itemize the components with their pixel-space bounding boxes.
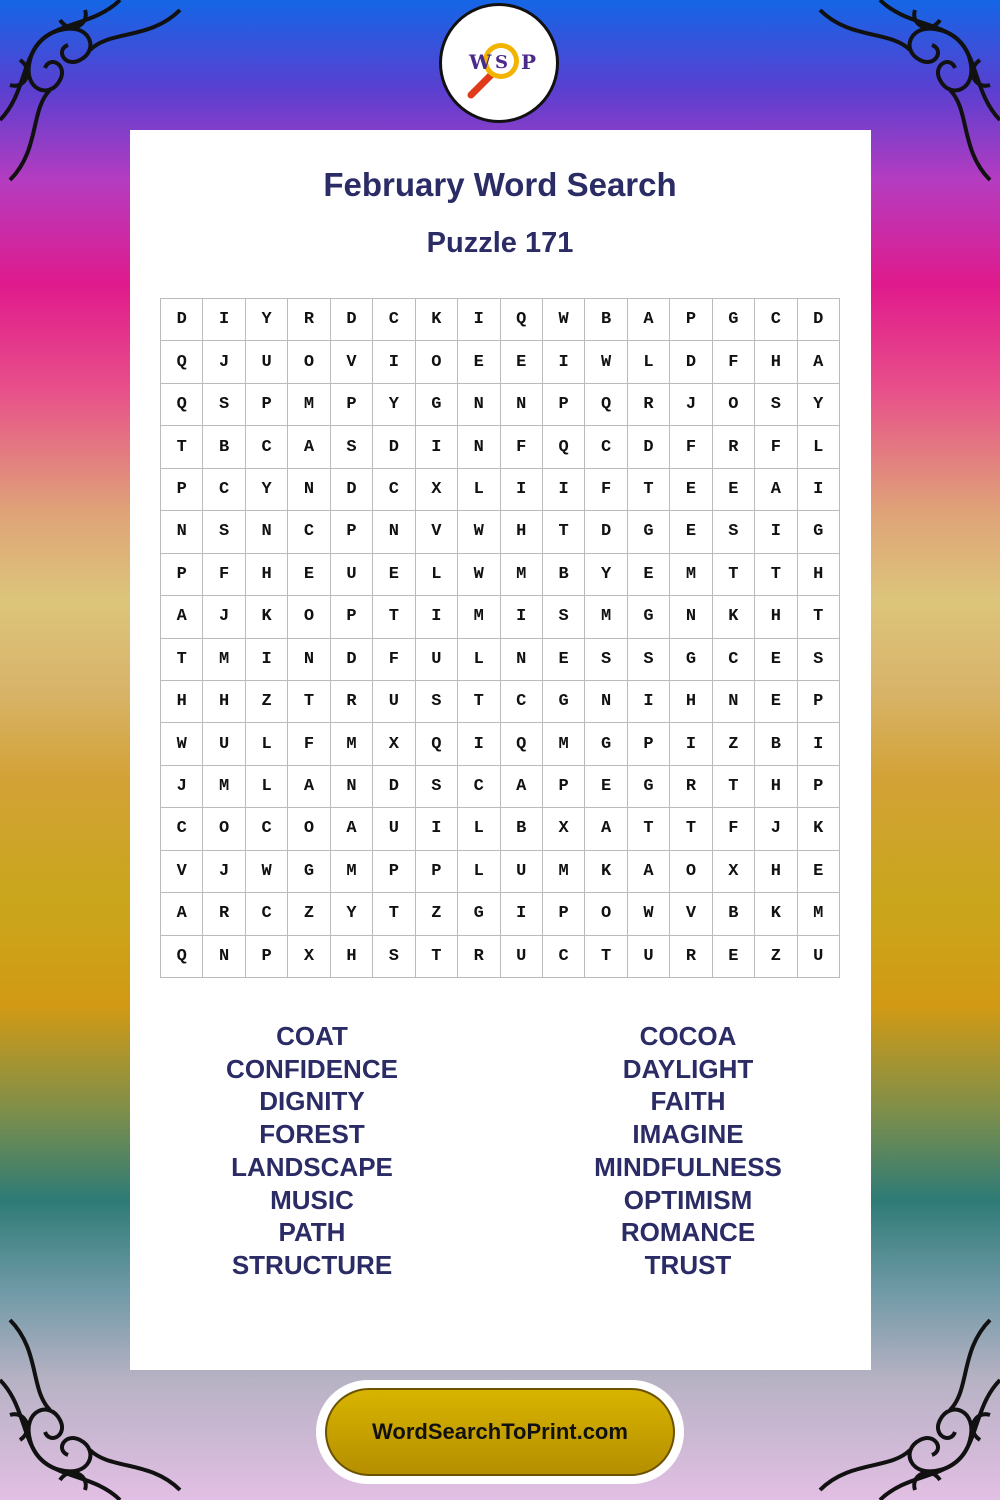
grid-cell[interactable]: N <box>288 469 330 511</box>
grid-cell[interactable]: H <box>161 681 203 723</box>
grid-cell[interactable]: I <box>458 299 500 341</box>
grid-cell[interactable]: S <box>416 681 458 723</box>
grid-cell[interactable]: N <box>161 511 203 553</box>
grid-cell[interactable]: E <box>713 469 755 511</box>
grid-cell[interactable]: I <box>755 511 797 553</box>
word-item: MINDFULNESS <box>594 1151 782 1182</box>
grid-cell[interactable]: S <box>543 596 585 638</box>
grid-cell[interactable]: G <box>670 639 712 681</box>
grid-cell[interactable]: M <box>288 384 330 426</box>
magnifier-logo-icon <box>449 13 549 113</box>
grid-cell[interactable]: K <box>755 893 797 935</box>
grid-cell[interactable]: M <box>331 851 373 893</box>
grid-cell[interactable]: W <box>628 893 670 935</box>
grid-cell[interactable]: F <box>713 808 755 850</box>
grid-cell[interactable]: J <box>203 851 245 893</box>
grid-cell[interactable]: E <box>458 341 500 383</box>
grid-cell[interactable]: I <box>798 469 840 511</box>
grid-cell[interactable]: K <box>416 299 458 341</box>
grid-cell[interactable]: Y <box>246 299 288 341</box>
grid-cell[interactable]: C <box>246 426 288 468</box>
grid-cell[interactable]: N <box>501 384 543 426</box>
grid-cell[interactable]: T <box>628 808 670 850</box>
word-item: OPTIMISM <box>623 1184 753 1215</box>
grid-cell[interactable]: C <box>246 808 288 850</box>
grid-cell[interactable]: L <box>458 808 500 850</box>
grid-cell[interactable]: T <box>288 681 330 723</box>
grid-cell[interactable]: L <box>246 723 288 765</box>
grid-cell[interactable]: Q <box>161 936 203 978</box>
grid-cell[interactable]: N <box>246 511 288 553</box>
grid-cell[interactable]: B <box>203 426 245 468</box>
grid-cell[interactable]: W <box>543 299 585 341</box>
grid-cell[interactable]: V <box>670 893 712 935</box>
grid-cell[interactable]: D <box>331 469 373 511</box>
grid-cell[interactable]: P <box>798 681 840 723</box>
grid-cell[interactable]: T <box>585 936 627 978</box>
grid-cell[interactable]: C <box>246 893 288 935</box>
grid-cell[interactable]: B <box>755 723 797 765</box>
grid-cell[interactable]: F <box>203 554 245 596</box>
grid-cell[interactable]: T <box>373 596 415 638</box>
grid-cell[interactable]: Z <box>713 723 755 765</box>
grid-cell[interactable]: E <box>501 341 543 383</box>
grid-cell[interactable]: T <box>670 808 712 850</box>
grid-cell[interactable]: S <box>798 639 840 681</box>
grid-cell[interactable]: P <box>246 936 288 978</box>
grid-cell[interactable]: T <box>373 893 415 935</box>
grid-cell[interactable]: I <box>628 681 670 723</box>
grid-cell[interactable]: D <box>161 299 203 341</box>
grid-cell[interactable]: O <box>713 384 755 426</box>
grid-cell[interactable]: I <box>501 893 543 935</box>
grid-cell[interactable]: P <box>331 384 373 426</box>
grid-cell[interactable]: L <box>798 426 840 468</box>
grid-cell[interactable]: P <box>543 384 585 426</box>
grid-cell[interactable]: N <box>585 681 627 723</box>
grid-cell[interactable]: T <box>628 469 670 511</box>
grid-cell[interactable]: I <box>543 341 585 383</box>
word-list-right <box>538 1020 838 1282</box>
grid-cell[interactable]: N <box>203 936 245 978</box>
grid-cell[interactable]: E <box>670 511 712 553</box>
grid-cell[interactable]: C <box>161 808 203 850</box>
grid-cell[interactable]: P <box>331 511 373 553</box>
grid-cell[interactable]: U <box>203 723 245 765</box>
grid-cell[interactable]: M <box>670 554 712 596</box>
word-item: CONFIDENCE <box>226 1053 398 1084</box>
grid-cell[interactable]: M <box>458 596 500 638</box>
grid-cell[interactable]: Z <box>288 893 330 935</box>
grid-cell[interactable]: P <box>373 851 415 893</box>
grid-cell[interactable]: W <box>458 554 500 596</box>
grid-cell[interactable]: G <box>288 851 330 893</box>
grid-cell[interactable]: X <box>543 808 585 850</box>
logo-letter-p: P <box>521 50 537 74</box>
grid-cell[interactable]: A <box>755 469 797 511</box>
grid-cell[interactable]: G <box>543 681 585 723</box>
grid-cell[interactable]: O <box>670 851 712 893</box>
grid-cell[interactable]: S <box>416 766 458 808</box>
grid-cell[interactable]: W <box>458 511 500 553</box>
grid-cell[interactable]: H <box>246 554 288 596</box>
grid-cell[interactable]: K <box>713 596 755 638</box>
grid-cell[interactable]: Y <box>246 469 288 511</box>
grid-cell[interactable]: D <box>670 341 712 383</box>
grid-cell[interactable]: G <box>713 299 755 341</box>
grid-cell[interactable]: S <box>755 384 797 426</box>
grid-cell[interactable]: M <box>203 639 245 681</box>
word-item: FAITH <box>650 1086 726 1117</box>
word-item: COCOA <box>639 1021 737 1051</box>
website-link[interactable]: WordSearchToPrint.com <box>325 1388 675 1476</box>
grid-cell[interactable]: Z <box>246 681 288 723</box>
grid-cell[interactable]: U <box>628 936 670 978</box>
grid-cell[interactable]: U <box>331 554 373 596</box>
grid-cell[interactable]: E <box>755 681 797 723</box>
grid-cell[interactable]: R <box>628 384 670 426</box>
grid-cell[interactable]: K <box>246 596 288 638</box>
grid-cell[interactable]: G <box>628 511 670 553</box>
grid-cell[interactable]: I <box>203 299 245 341</box>
grid-cell[interactable]: P <box>628 723 670 765</box>
word-item: COAT <box>276 1021 348 1051</box>
grid-cell[interactable]: T <box>161 426 203 468</box>
grid-cell[interactable]: A <box>628 851 670 893</box>
grid-cell[interactable]: U <box>373 808 415 850</box>
grid-cell[interactable]: E <box>288 554 330 596</box>
grid-cell[interactable]: N <box>458 384 500 426</box>
grid-cell[interactable]: L <box>458 639 500 681</box>
grid-cell[interactable]: L <box>246 766 288 808</box>
grid-cell[interactable]: X <box>713 851 755 893</box>
grid-cell[interactable]: N <box>713 681 755 723</box>
grid-cell[interactable]: S <box>331 426 373 468</box>
grid-cell[interactable]: J <box>755 808 797 850</box>
grid-cell[interactable]: C <box>203 469 245 511</box>
grid-cell[interactable]: T <box>713 766 755 808</box>
grid-cell[interactable]: K <box>798 808 840 850</box>
grid-cell[interactable]: G <box>628 596 670 638</box>
grid-cell[interactable]: B <box>713 893 755 935</box>
grid-cell[interactable]: N <box>288 639 330 681</box>
grid-cell[interactable]: O <box>288 596 330 638</box>
grid-cell[interactable]: W <box>246 851 288 893</box>
grid-cell[interactable]: G <box>458 893 500 935</box>
grid-cell[interactable]: O <box>288 341 330 383</box>
grid-cell[interactable]: I <box>543 469 585 511</box>
grid-cell[interactable]: S <box>203 511 245 553</box>
grid-cell[interactable]: Q <box>585 384 627 426</box>
grid-cell[interactable]: E <box>755 639 797 681</box>
grid-cell[interactable]: S <box>203 384 245 426</box>
grid-cell[interactable]: C <box>755 299 797 341</box>
grid-cell[interactable]: T <box>713 554 755 596</box>
grid-cell[interactable]: A <box>288 426 330 468</box>
grid-cell[interactable]: U <box>501 936 543 978</box>
word-item: LANDSCAPE <box>231 1151 393 1182</box>
grid-cell[interactable]: R <box>331 681 373 723</box>
grid-cell[interactable]: Z <box>755 936 797 978</box>
website-button[interactable] <box>316 1380 684 1484</box>
grid-cell[interactable]: D <box>373 426 415 468</box>
grid-cell[interactable]: H <box>203 681 245 723</box>
logo-letter-s: S <box>495 52 508 73</box>
grid-cell[interactable]: H <box>755 596 797 638</box>
grid-cell[interactable]: A <box>628 299 670 341</box>
grid-cell[interactable]: F <box>373 639 415 681</box>
grid-cell[interactable]: E <box>713 936 755 978</box>
grid-cell[interactable]: E <box>798 851 840 893</box>
grid-cell[interactable]: Q <box>416 723 458 765</box>
grid-cell[interactable]: N <box>501 639 543 681</box>
grid-cell[interactable]: P <box>543 766 585 808</box>
grid-cell[interactable]: F <box>755 426 797 468</box>
grid-cell[interactable]: T <box>161 639 203 681</box>
grid-cell[interactable]: P <box>416 851 458 893</box>
grid-cell[interactable]: U <box>246 341 288 383</box>
word-item: PATH <box>278 1217 346 1248</box>
grid-cell[interactable]: F <box>713 341 755 383</box>
grid-cell[interactable]: I <box>416 808 458 850</box>
grid-cell[interactable]: A <box>798 341 840 383</box>
grid-cell[interactable]: T <box>543 511 585 553</box>
grid-cell[interactable]: R <box>288 299 330 341</box>
grid-cell[interactable]: F <box>501 426 543 468</box>
grid-cell[interactable]: N <box>373 511 415 553</box>
grid-cell[interactable]: B <box>543 554 585 596</box>
logo-letter-w: W <box>469 50 492 74</box>
grid-cell[interactable]: U <box>501 851 543 893</box>
grid-cell[interactable]: T <box>755 554 797 596</box>
grid-cell[interactable]: R <box>458 936 500 978</box>
grid-cell[interactable]: I <box>798 723 840 765</box>
grid-cell[interactable]: S <box>585 639 627 681</box>
grid-cell[interactable]: T <box>458 681 500 723</box>
grid-cell[interactable]: J <box>203 596 245 638</box>
grid-cell[interactable]: R <box>203 893 245 935</box>
grid-cell[interactable]: E <box>373 554 415 596</box>
grid-cell[interactable]: V <box>331 341 373 383</box>
word-item: IMAGINE <box>632 1119 744 1150</box>
grid-cell[interactable]: Y <box>331 893 373 935</box>
grid-cell[interactable]: P <box>331 596 373 638</box>
grid-cell[interactable]: X <box>288 936 330 978</box>
grid-cell[interactable]: R <box>670 936 712 978</box>
grid-cell[interactable]: G <box>628 766 670 808</box>
grid-cell[interactable]: O <box>203 808 245 850</box>
grid-cell[interactable]: T <box>798 596 840 638</box>
grid-cell[interactable]: H <box>755 851 797 893</box>
grid-cell[interactable]: C <box>501 681 543 723</box>
word-item: TRUST <box>644 1249 732 1280</box>
grid-cell[interactable]: X <box>416 469 458 511</box>
grid-cell[interactable]: D <box>373 766 415 808</box>
grid-cell[interactable]: M <box>543 723 585 765</box>
grid-cell[interactable]: Y <box>373 384 415 426</box>
grid-cell[interactable]: J <box>161 766 203 808</box>
grid-cell[interactable]: H <box>755 341 797 383</box>
grid-cell[interactable]: F <box>288 723 330 765</box>
grid-cell[interactable]: R <box>713 426 755 468</box>
grid-cell[interactable]: L <box>628 341 670 383</box>
letter-grid[interactable] <box>160 298 840 978</box>
grid-cell[interactable]: Q <box>543 426 585 468</box>
grid-cell[interactable]: S <box>373 936 415 978</box>
grid-cell[interactable]: U <box>373 681 415 723</box>
grid-cell[interactable]: Q <box>501 299 543 341</box>
grid-cell[interactable]: C <box>543 936 585 978</box>
grid-cell[interactable]: I <box>501 469 543 511</box>
grid-cell[interactable]: I <box>416 596 458 638</box>
grid-cell[interactable]: N <box>458 426 500 468</box>
grid-cell[interactable]: Q <box>161 341 203 383</box>
grid-cell[interactable]: M <box>585 596 627 638</box>
grid-cell[interactable]: D <box>585 511 627 553</box>
grid-cell[interactable]: M <box>203 766 245 808</box>
grid-cell[interactable]: A <box>501 766 543 808</box>
grid-cell[interactable]: P <box>798 766 840 808</box>
word-item: STRUCTURE <box>231 1249 393 1280</box>
grid-cell[interactable]: M <box>501 554 543 596</box>
grid-cell[interactable]: S <box>628 639 670 681</box>
grid-cell[interactable]: B <box>585 299 627 341</box>
grid-cell[interactable]: L <box>458 469 500 511</box>
grid-cell[interactable]: H <box>755 766 797 808</box>
grid-cell[interactable]: G <box>416 384 458 426</box>
grid-cell[interactable]: G <box>585 723 627 765</box>
grid-cell[interactable]: C <box>458 766 500 808</box>
grid-cell[interactable]: W <box>161 723 203 765</box>
grid-cell[interactable]: S <box>713 511 755 553</box>
grid-cell[interactable]: J <box>203 341 245 383</box>
grid-cell[interactable]: I <box>501 596 543 638</box>
grid-cell[interactable]: A <box>585 808 627 850</box>
grid-cell[interactable]: I <box>373 341 415 383</box>
grid-cell[interactable]: I <box>458 723 500 765</box>
grid-cell[interactable]: A <box>161 893 203 935</box>
grid-cell[interactable]: Q <box>501 723 543 765</box>
grid-cell[interactable]: R <box>670 766 712 808</box>
grid-cell[interactable]: M <box>331 723 373 765</box>
grid-cell[interactable]: P <box>543 893 585 935</box>
word-item: ROMANCE <box>620 1217 756 1248</box>
grid-cell[interactable]: L <box>458 851 500 893</box>
word-list-left <box>162 1020 462 1282</box>
grid-cell[interactable]: H <box>670 681 712 723</box>
grid-cell[interactable]: A <box>331 808 373 850</box>
grid-cell[interactable]: Y <box>798 384 840 426</box>
grid-cell[interactable]: Y <box>585 554 627 596</box>
word-item: DAYLIGHT <box>622 1053 754 1084</box>
grid-cell[interactable]: C <box>288 511 330 553</box>
grid-cell[interactable]: U <box>416 639 458 681</box>
grid-cell[interactable]: O <box>585 893 627 935</box>
grid-cell[interactable]: J <box>670 384 712 426</box>
grid-cell[interactable]: W <box>585 341 627 383</box>
grid-cell[interactable]: P <box>246 384 288 426</box>
site-logo[interactable] <box>439 3 559 123</box>
grid-cell[interactable]: O <box>416 341 458 383</box>
grid-cell[interactable]: B <box>501 808 543 850</box>
grid-cell[interactable]: E <box>628 554 670 596</box>
grid-cell[interactable]: I <box>416 426 458 468</box>
grid-cell[interactable]: Z <box>416 893 458 935</box>
grid-cell[interactable]: P <box>161 469 203 511</box>
grid-cell[interactable]: F <box>670 426 712 468</box>
grid-cell[interactable]: E <box>670 469 712 511</box>
grid-cell[interactable]: D <box>628 426 670 468</box>
grid-cell[interactable]: E <box>543 639 585 681</box>
grid-cell[interactable]: H <box>798 554 840 596</box>
grid-cell[interactable]: N <box>331 766 373 808</box>
grid-cell[interactable]: M <box>798 893 840 935</box>
word-item: DIGNITY <box>259 1086 365 1117</box>
grid-cell[interactable]: I <box>246 639 288 681</box>
grid-cell[interactable]: C <box>373 469 415 511</box>
grid-cell[interactable]: V <box>161 851 203 893</box>
word-item: FOREST <box>259 1119 365 1150</box>
grid-cell[interactable]: C <box>373 299 415 341</box>
grid-cell[interactable]: H <box>331 936 373 978</box>
grid-cell[interactable]: C <box>585 426 627 468</box>
grid-cell[interactable]: D <box>331 639 373 681</box>
grid-cell[interactable]: D <box>798 299 840 341</box>
grid-cell[interactable]: N <box>670 596 712 638</box>
grid-cell[interactable]: K <box>585 851 627 893</box>
grid-cell[interactable]: O <box>288 808 330 850</box>
word-item: MUSIC <box>270 1184 354 1215</box>
page-title: February Word Search <box>323 166 677 203</box>
grid-cell[interactable]: C <box>713 639 755 681</box>
grid-cell[interactable]: D <box>331 299 373 341</box>
grid-cell[interactable]: T <box>416 936 458 978</box>
grid-cell[interactable]: M <box>543 851 585 893</box>
grid-cell[interactable]: Q <box>161 384 203 426</box>
grid-cell[interactable]: E <box>585 766 627 808</box>
grid-cell[interactable]: I <box>670 723 712 765</box>
grid-cell[interactable]: P <box>670 299 712 341</box>
grid-cell[interactable]: A <box>288 766 330 808</box>
puzzle-number: Puzzle 171 <box>426 227 574 259</box>
grid-cell[interactable]: P <box>161 554 203 596</box>
grid-cell[interactable]: V <box>416 511 458 553</box>
grid-cell[interactable]: H <box>501 511 543 553</box>
grid-cell[interactable]: F <box>585 469 627 511</box>
grid-cell[interactable]: G <box>798 511 840 553</box>
grid-cell[interactable]: L <box>416 554 458 596</box>
grid-cell[interactable]: A <box>161 596 203 638</box>
grid-cell[interactable]: X <box>373 723 415 765</box>
grid-cell[interactable]: U <box>798 936 840 978</box>
